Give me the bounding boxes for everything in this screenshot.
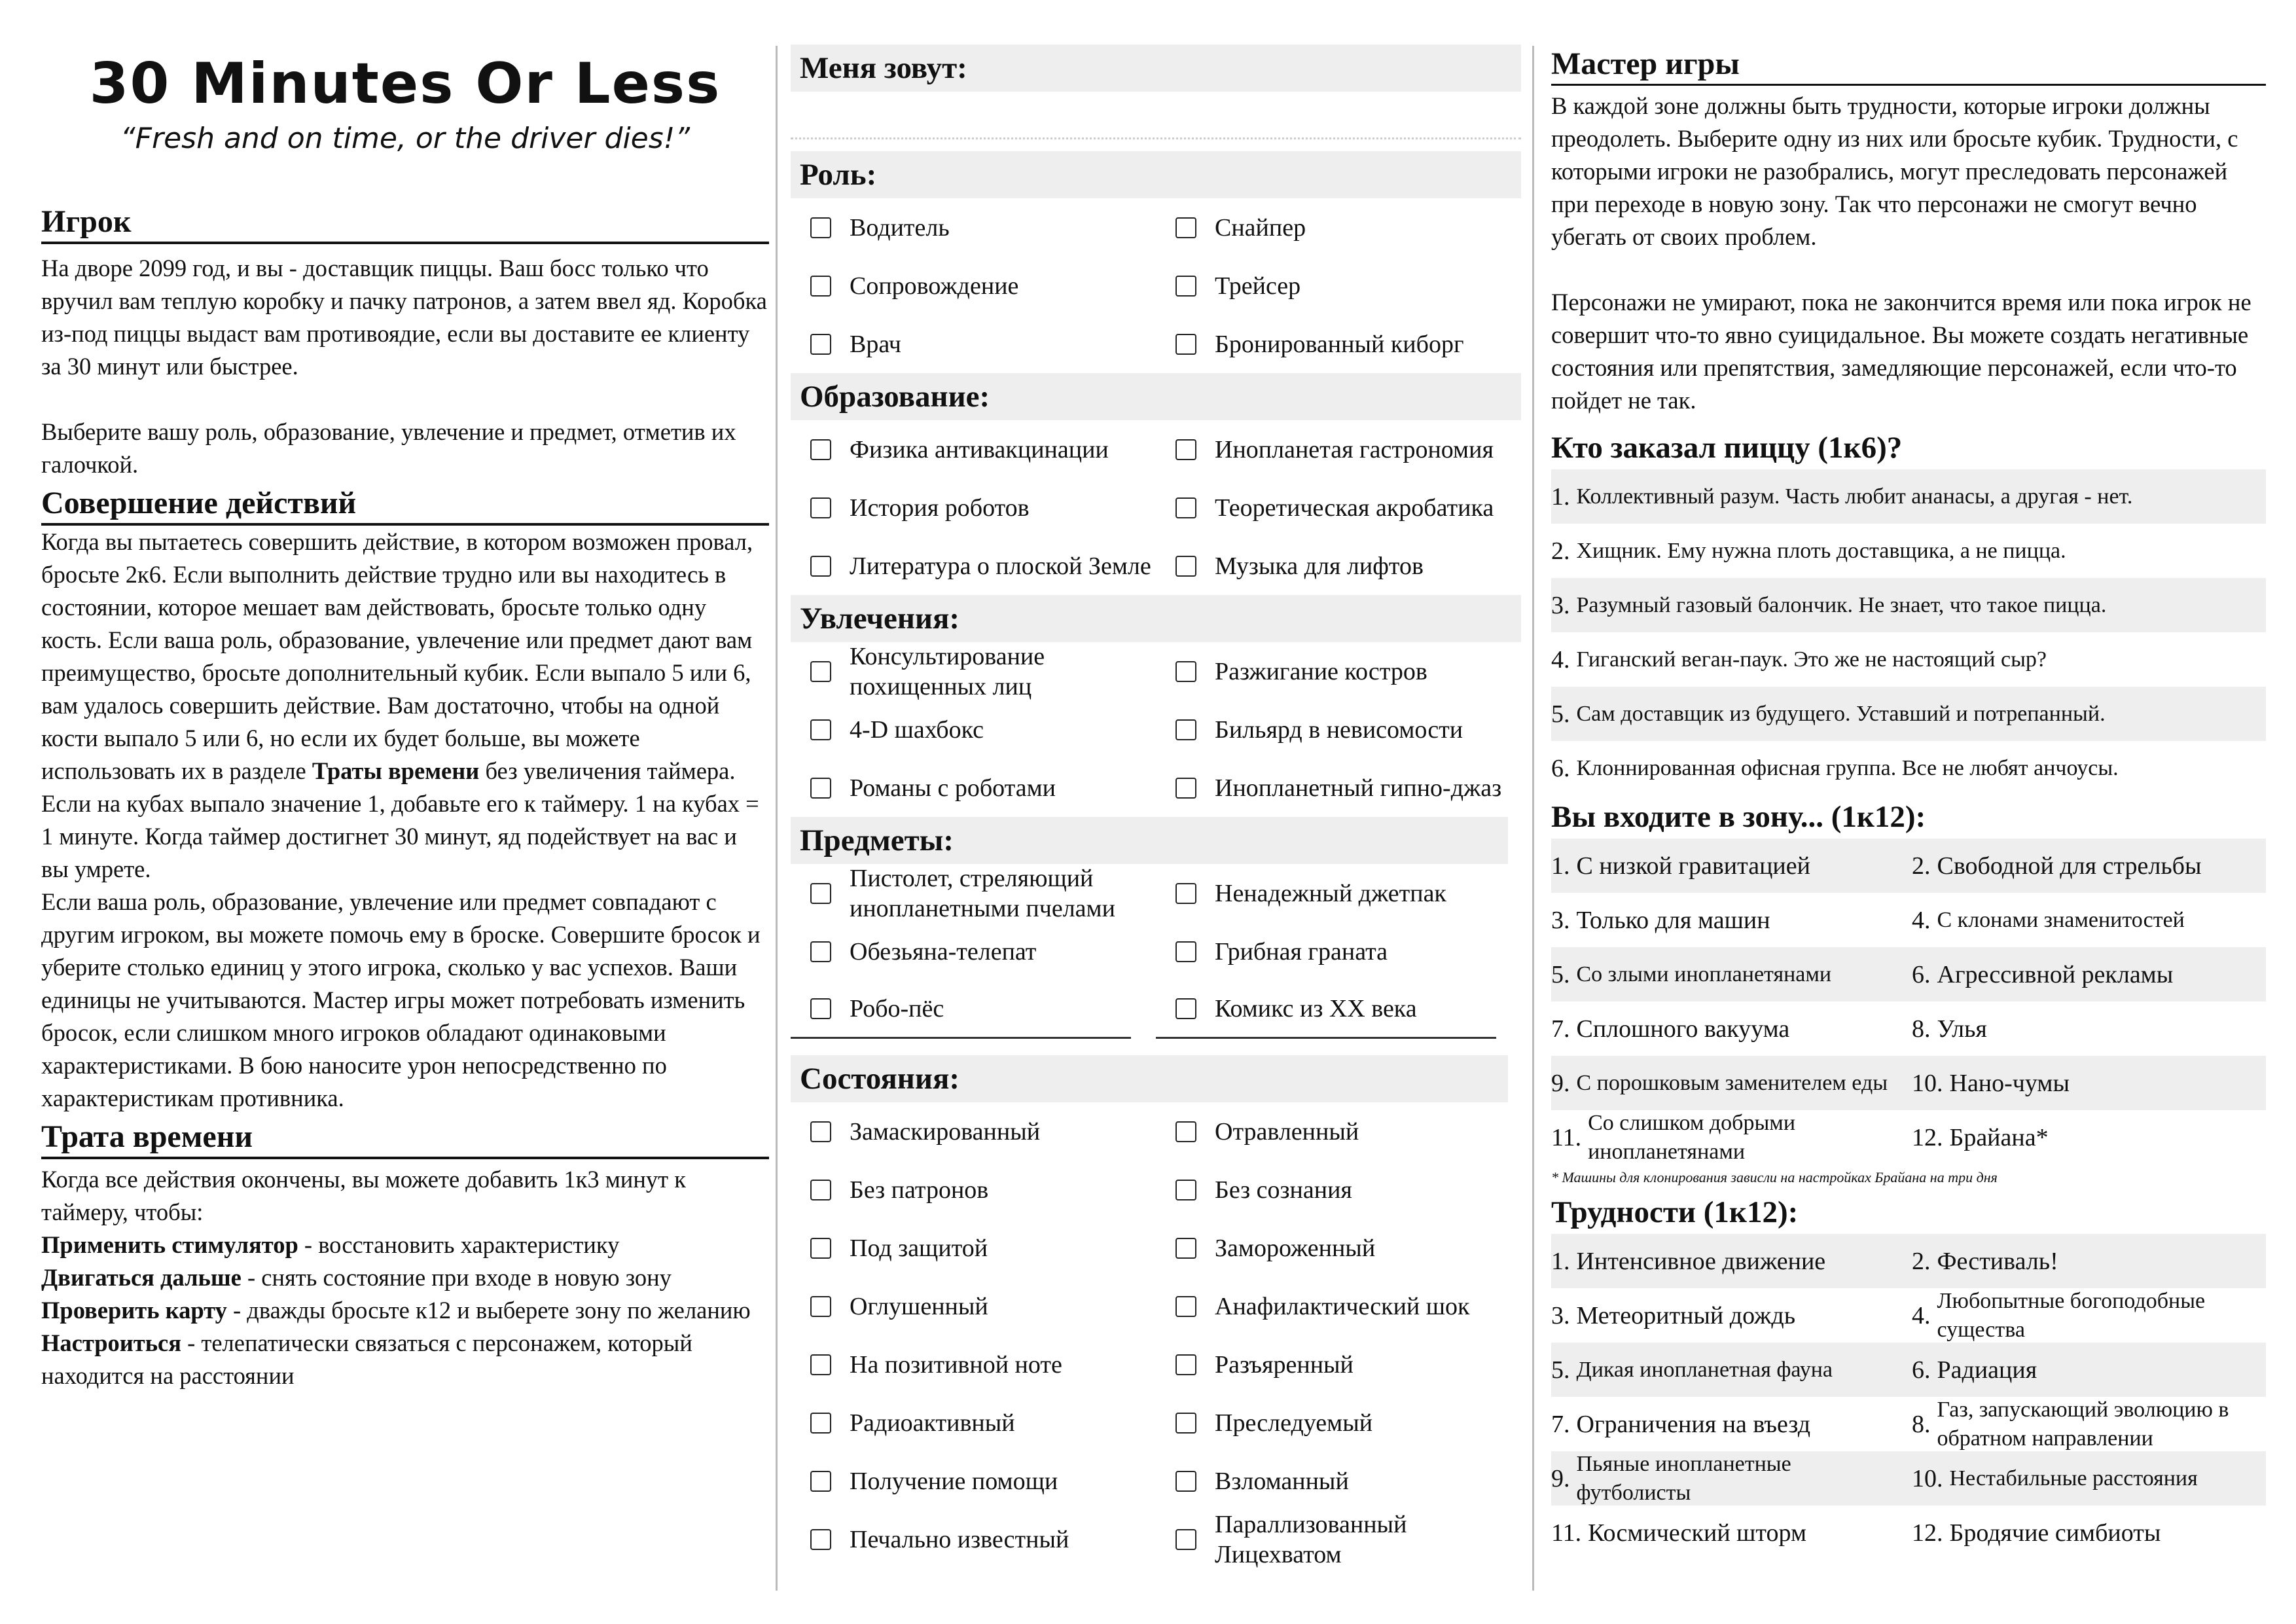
roll-result: Только для машин: [1576, 906, 1770, 934]
time-action-desc: - снять состояние при входе в новую зону: [241, 1264, 672, 1291]
checkbox-item[interactable]: [1156, 420, 1521, 478]
actions-text: Когда вы пытаетесь совершить действие, в котором возможен провал, бросьте 2к6. Если выполнить действие трудно или вы находитесь в состоянии, которое мешает вам действовать, бросьте только одну кость. Если ваша роль, образование, увлечение или предмет дают вам преимущество, бросьте дополнительный кубик. Если выпало 5 или 6, вам удалось совершить действие. Вам достаточно, чтобы на одной кости выпало 5 или 6, но если их будет больше, вы можете использовать их в разделе Траты времени без увеличения таймера. Если на кубах выпало значение 1, добавьте его к таймеру. 1 на кубах = 1 минуте. Когда таймер достигнет 30 минут, яд подействует на вас и вы умрете.: [41, 528, 759, 882]
checkbox[interactable]: [1175, 439, 1196, 460]
checkbox[interactable]: [1175, 1471, 1196, 1492]
roll-number: 2.: [1551, 537, 1570, 565]
checkbox-item[interactable]: [1156, 1394, 1521, 1452]
checkbox[interactable]: [810, 217, 831, 238]
game-title: 30 Minutes Or Less: [89, 51, 721, 117]
checkbox-item[interactable]: [791, 864, 1156, 922]
roll-result: Агрессивной рекламы: [1937, 960, 2174, 988]
table-cell: [1905, 1356, 2266, 1384]
time-action-name: Применить стимулятор: [41, 1231, 298, 1258]
checkbox-label: Бильярд в невисомости: [1215, 715, 1463, 744]
checkbox-item[interactable]: [1156, 1161, 1521, 1219]
checkbox[interactable]: [810, 998, 831, 1019]
roll-number: 2.: [1912, 1247, 1931, 1275]
roll-result: Газ, запускающий эволюцию в обратном направлении: [1937, 1397, 2229, 1451]
roll-table: [1551, 1234, 2266, 1560]
checkbox-item[interactable]: [791, 478, 1156, 537]
roll-result: Сплошного вакуума: [1576, 1015, 1790, 1043]
time-action-desc: - дважды бросьте к12 и выберете зону по желанию: [226, 1297, 751, 1324]
rules-column: [41, 0, 769, 1392]
checkbox-label: Взломанный: [1215, 1467, 1349, 1495]
checkbox-item[interactable]: [1156, 922, 1521, 981]
checkbox[interactable]: [810, 556, 831, 577]
checkbox-item[interactable]: [791, 1161, 1156, 1219]
checkbox[interactable]: [1175, 778, 1196, 799]
checkbox-label: Замороженный: [1215, 1234, 1376, 1262]
checkbox-label: Замаскированный: [850, 1117, 1041, 1146]
roll-number: 4.: [1912, 1301, 1931, 1329]
roll-number: 10.: [1912, 1069, 1943, 1097]
table-row: [1551, 632, 2266, 687]
roll-result: Метеоритный дождь: [1576, 1301, 1796, 1329]
table-cell: [1905, 1247, 2266, 1276]
checkbox-label: Без сознания: [1215, 1176, 1352, 1204]
roll-number: 5.: [1551, 1356, 1570, 1384]
roll-result: Радиация: [1937, 1356, 2037, 1384]
checkbox[interactable]: [810, 1238, 831, 1259]
checkbox-label: Литература о плоской Земле: [850, 552, 1151, 580]
table-row: [1551, 1451, 2266, 1506]
actions-heading: Совершение действий: [41, 484, 769, 526]
checkbox[interactable]: [810, 497, 831, 518]
roll-result: Разумный газовый балончик. Не знает, что такое пицца.: [1576, 592, 2107, 617]
section-header: Предметы:: [791, 817, 1508, 864]
checkbox-label: Получение помощи: [850, 1467, 1058, 1495]
table-cell: [1551, 1301, 1905, 1330]
checkbox-item[interactable]: [1156, 981, 1496, 1039]
table-cell: [1551, 1356, 1905, 1384]
game-tagline: “Fresh and on time, or the driver dies!”: [120, 122, 691, 155]
table-cell: [1905, 1015, 2266, 1043]
player-intro: На дворе 2099 год, и вы - доставщик пиццы. Ваш босс только что вручил вам теплую коробку и пачку патронов, а затем ввел яд. Коробка из-под пиццы выдаст вам противоядие, если вы доставите ее клиенту за 30 минут или быстрее.: [41, 255, 767, 380]
table-cell: [1551, 1069, 1905, 1098]
gm-heading: Мастер игры: [1551, 45, 2266, 86]
table-cell: [1905, 1519, 2266, 1547]
checkbox-item[interactable]: [1156, 700, 1521, 759]
checkbox[interactable]: [1175, 1180, 1196, 1200]
checkbox-item[interactable]: [1156, 1277, 1521, 1335]
checkbox[interactable]: [1175, 661, 1196, 682]
checkbox-item[interactable]: [1156, 257, 1521, 315]
checkbox-label: Разжигание костров: [1215, 657, 1427, 685]
footnote: * Машины для клонирования зависли на настройках Брайана на три дня: [1551, 1169, 1998, 1185]
roll-result: Хищник. Ему нужна плоть доставщика, а не пицца.: [1576, 538, 2066, 563]
checkbox-label: Преследуемый: [1215, 1409, 1373, 1437]
checkbox-list: [791, 864, 1521, 1039]
roll-number: 6.: [1912, 1356, 1931, 1384]
checkbox-item[interactable]: [791, 1510, 1156, 1568]
roll-number: 6.: [1912, 960, 1931, 988]
checkbox[interactable]: [810, 661, 831, 682]
roll-number: 3.: [1551, 591, 1570, 619]
roll-number: 10.: [1912, 1464, 1943, 1492]
table-row: [1551, 1110, 2266, 1164]
checkbox-item[interactable]: [791, 1394, 1156, 1452]
checkbox[interactable]: [810, 276, 831, 297]
roll-number: 5.: [1551, 700, 1570, 728]
checkbox[interactable]: [1175, 1529, 1196, 1550]
table-cell: [1551, 1109, 1905, 1166]
checkbox-list: [791, 420, 1521, 595]
checkbox[interactable]: [1175, 497, 1196, 518]
roll-result: Любопытные богоподобные существа: [1937, 1288, 2206, 1342]
gm-column: [1551, 0, 2266, 1560]
table-row: [1551, 1234, 2266, 1288]
checkbox-label: Грибная граната: [1215, 937, 1388, 965]
time-action-item: [41, 1327, 769, 1392]
checkbox-item[interactable]: [791, 922, 1156, 981]
roll-number: 7.: [1551, 1410, 1570, 1438]
checkbox[interactable]: [1175, 1413, 1196, 1434]
table-cell: [1551, 1519, 1905, 1547]
checkbox-list: [791, 198, 1521, 373]
checkbox-label: Анафилактический шок: [1215, 1292, 1470, 1320]
checkbox-item[interactable]: [1156, 1335, 1521, 1394]
roll-number: 3.: [1551, 1301, 1570, 1329]
table-row: [1551, 1001, 2266, 1056]
roll-result: С клонами знаменитостей: [1937, 907, 2185, 932]
table-cell: [1551, 482, 2266, 511]
name-label: Меня зовут:: [791, 45, 1521, 92]
roll-number: 4.: [1912, 906, 1931, 934]
table-row: [1551, 947, 2266, 1001]
table-row: [1551, 1343, 2266, 1397]
player-heading: Игрок: [41, 202, 769, 244]
roll-number: 9.: [1551, 1464, 1570, 1492]
roll-result: Со слишком добрыми инопланетянами: [1588, 1110, 1796, 1164]
checkbox-label: Робо-пёс: [850, 995, 944, 1022]
checkbox-item[interactable]: [1156, 642, 1521, 700]
checkbox-label: Разъяренный: [1215, 1350, 1354, 1379]
checkbox-label: Печально известный: [850, 1525, 1069, 1553]
roll-result: Брайана*: [1949, 1123, 2049, 1151]
checkbox-label: Инопланетая гастрономия: [1215, 435, 1494, 463]
table-cell: [1551, 960, 1905, 989]
checkbox[interactable]: [810, 439, 831, 460]
table-cell: [1551, 591, 2266, 620]
roll-number: 6.: [1551, 754, 1570, 782]
roll-result: Космический шторм: [1588, 1519, 1807, 1547]
table-row: [1551, 687, 2266, 741]
roll-number: 2.: [1912, 852, 1931, 880]
roll-number: 4.: [1551, 645, 1570, 674]
checkbox-item[interactable]: [1156, 478, 1521, 537]
checkbox[interactable]: [810, 1413, 831, 1434]
table-cell: [1905, 1123, 2266, 1152]
roll-result: Бродячие симбиоты: [1949, 1519, 2161, 1547]
checkbox[interactable]: [810, 1296, 831, 1317]
checkbox-label: Романы с роботами: [850, 774, 1056, 802]
checkbox[interactable]: [1175, 556, 1196, 577]
roll-result: С порошковым заменителем еды: [1576, 1070, 1888, 1095]
table-cell: [1551, 1015, 1905, 1043]
checkbox[interactable]: [1175, 217, 1196, 238]
checkbox-label: Пистолет, стреляющий инопланетными пчелами: [850, 864, 1115, 922]
checkbox-label: Радиоактивный: [850, 1409, 1015, 1437]
roll-number: 5.: [1551, 960, 1570, 988]
checkbox-label: Консультирование похищенных лиц: [850, 642, 1045, 700]
roll-result: Свободной для стрельбы: [1937, 852, 2202, 880]
checkbox-label: Водитель: [850, 213, 950, 242]
checkbox-label: Сопровождение: [850, 272, 1019, 300]
checkbox[interactable]: [810, 941, 831, 962]
table-row: [1551, 469, 2266, 524]
table-cell: [1551, 1247, 1905, 1276]
checkbox-item[interactable]: [1156, 1452, 1521, 1510]
checkbox[interactable]: [1175, 883, 1196, 904]
player-instructions: Выберите вашу роль, образование, увлечение и предмет, отметив их галочкой.: [41, 418, 736, 478]
roll-number: 1.: [1551, 852, 1570, 880]
checkbox-label: 4-D шахбокс: [850, 715, 984, 744]
table-row: [1551, 1288, 2266, 1343]
roll-number: 8.: [1912, 1015, 1931, 1043]
roll-number: 11.: [1551, 1123, 1582, 1151]
checkbox-label: Обезьяна-телепат: [850, 937, 1037, 965]
checkbox-label: Параллизованный Лицехватом: [1215, 1510, 1407, 1568]
checkbox-item[interactable]: [791, 759, 1156, 817]
checkbox-list: [791, 642, 1521, 817]
checkbox-label: Ненадежный джетпак: [1215, 879, 1446, 907]
checkbox[interactable]: [1175, 719, 1196, 740]
time-action-item: [41, 1229, 769, 1261]
checkbox-item[interactable]: [791, 315, 1156, 373]
table-row: [1551, 524, 2266, 578]
checkbox[interactable]: [1175, 1296, 1196, 1317]
roll-result: Коллективный разум. Часть любит ананасы, а другая - нет.: [1576, 484, 2133, 509]
roll-result: Дикая инопланетная фауна: [1576, 1357, 1833, 1382]
checkbox-item[interactable]: [791, 1335, 1156, 1394]
section-header: Увлечения:: [791, 595, 1521, 642]
roll-number: 8.: [1912, 1410, 1931, 1438]
roll-number: 12.: [1912, 1123, 1943, 1151]
time-heading: Трата времени: [41, 1117, 769, 1159]
checkbox-label: Без патронов: [850, 1176, 989, 1204]
table-heading: Вы входите в зону... (1к12):: [1551, 800, 1926, 834]
checkbox-item[interactable]: [791, 257, 1156, 315]
roll-result: Гиганский веган-паук. Это же не настоящий сыр?: [1576, 647, 2047, 672]
checkbox-item[interactable]: [791, 420, 1156, 478]
roll-table: [1551, 839, 2266, 1164]
table-row: [1551, 893, 2266, 947]
roll-result: Фестиваль!: [1937, 1247, 2058, 1275]
table-cell: [1551, 645, 2266, 674]
checkbox[interactable]: [1175, 276, 1196, 297]
table-cell: [1905, 1464, 2266, 1493]
checkbox-item[interactable]: [1156, 315, 1521, 373]
table-cell: [1551, 754, 2266, 783]
roll-result: Клоннированная офисная группа. Все не любят анчоусы.: [1576, 755, 2119, 780]
time-action-desc: - восстановить характеристику: [298, 1231, 620, 1258]
checkbox-label: Комикс из XX века: [1215, 995, 1417, 1022]
time-action-desc: - телепатически связаться с персонажем, который находится на расстоянии: [41, 1329, 692, 1389]
section-header: Образование:: [791, 373, 1521, 420]
roll-number: 9.: [1551, 1069, 1570, 1097]
roll-number: 12.: [1912, 1519, 1943, 1547]
checkbox-item[interactable]: [791, 198, 1156, 257]
table-cell: [1905, 1396, 2266, 1453]
checkbox[interactable]: [1175, 1121, 1196, 1142]
checkbox[interactable]: [810, 1529, 831, 1550]
table-cell: [1905, 960, 2266, 989]
table-row: [1551, 839, 2266, 893]
roll-result: Со злыми инопланетянами: [1576, 962, 1832, 986]
checkbox-item[interactable]: [791, 1452, 1156, 1510]
table-row: [1551, 1506, 2266, 1560]
checkbox[interactable]: [810, 719, 831, 740]
checkbox-label: Музыка для лифтов: [1215, 552, 1424, 580]
table-row: [1551, 578, 2266, 632]
table-cell: [1551, 1450, 1905, 1507]
table-cell: [1551, 537, 2266, 566]
roll-result: Пьяные инопланетные футболисты: [1576, 1451, 1791, 1505]
checkbox[interactable]: [810, 1180, 831, 1200]
checkbox-label: Снайпер: [1215, 213, 1306, 242]
checkbox-item[interactable]: [1156, 1219, 1521, 1277]
checkbox-item[interactable]: [791, 700, 1156, 759]
time-action-name: Проверить карту: [41, 1297, 227, 1324]
roll-result: Ограничения на въезд: [1576, 1410, 1811, 1438]
checkbox[interactable]: [1175, 1354, 1196, 1375]
checkbox[interactable]: [810, 778, 831, 799]
checkbox-item[interactable]: [1156, 759, 1521, 817]
checkbox[interactable]: [810, 1354, 831, 1375]
roll-result: Нано-чумы: [1949, 1069, 2070, 1097]
time-action-name: Двигаться дальше: [41, 1264, 242, 1291]
table-row: [1551, 1056, 2266, 1110]
time-action-item: [41, 1261, 769, 1294]
checkbox[interactable]: [1175, 998, 1196, 1019]
checkbox-label: Отравленный: [1215, 1117, 1359, 1146]
roll-result: Нестабильные расстояния: [1949, 1466, 2198, 1490]
actions-help-text: Если ваша роль, образование, увлечение или предмет совпадают с другим игроком, вы можете помочь ему в броске. Совершите бросок и уберите столько единиц у этого игрока, сколько у вас успехов. Ваши единицы не учитываются. Мастер игры может потребовать изменить бросок, если слишком много игроков обладают одинаковыми характеристиками. В бою наносите урон непосредственно по характеристикам противника.: [41, 888, 761, 1111]
table-cell: [1551, 700, 2266, 729]
roll-result: Интенсивное движение: [1576, 1247, 1826, 1275]
character-sheet: [791, 0, 1521, 1568]
table-row: [1551, 741, 2266, 795]
checkbox-label: Физика антивакцинации: [850, 435, 1109, 463]
table-cell: [1551, 852, 1905, 880]
checkbox[interactable]: [1175, 334, 1196, 355]
roll-result: С низкой гравитацией: [1576, 852, 1810, 880]
gm-text: В каждой зоне должны быть трудности, которые игроки должны преодолеть. Выберите одну из них или бросьте кубик. Трудности, с которыми игроки не разобрались, могут преследовать персонажей при переходе в новую зону. Так что персонажи не смогут вечно убегать от своих проблем.: [1551, 92, 2238, 250]
time-action-name: Настроиться: [41, 1329, 181, 1356]
table-cell: [1905, 1069, 2266, 1098]
checkbox-label: Бронированный киборг: [1215, 330, 1464, 358]
checkbox-label: Теоретическая акробатика: [1215, 494, 1494, 522]
table-cell: [1905, 852, 2266, 880]
table-heading: Кто заказал пиццу (1к6)?: [1551, 431, 1903, 465]
checkbox[interactable]: [1175, 1238, 1196, 1259]
checkbox[interactable]: [810, 334, 831, 355]
roll-number: 7.: [1551, 1015, 1570, 1043]
table-cell: [1551, 1410, 1905, 1439]
checkbox[interactable]: [810, 883, 831, 904]
checkbox-item[interactable]: [1156, 1510, 1521, 1568]
checkbox[interactable]: [1175, 941, 1196, 962]
checkbox-item[interactable]: [1156, 1102, 1521, 1161]
table-cell: [1905, 1287, 2266, 1344]
checkbox-label: Инопланетный гипно-джаз: [1215, 774, 1502, 802]
checkbox-list: [791, 1102, 1521, 1568]
checkbox-item[interactable]: [791, 981, 1131, 1039]
roll-result: Сам доставщик из будущего. Уставший и потрепанный.: [1576, 701, 2106, 726]
time-action-item: [41, 1294, 769, 1327]
section-header: Роль:: [791, 151, 1521, 198]
checkbox-label: На позитивной ноте: [850, 1350, 1062, 1379]
roll-result: Улья: [1937, 1015, 1987, 1043]
table-cell: [1551, 906, 1905, 935]
column-divider: [776, 46, 778, 1591]
checkbox-item[interactable]: [1156, 864, 1521, 922]
roll-number: 1.: [1551, 482, 1570, 511]
roll-number: 11.: [1551, 1519, 1582, 1547]
checkbox[interactable]: [810, 1121, 831, 1142]
gm-text-2: Персонажи не умирают, пока не закончится время или пока игрок не совершит что-то явно суицидальное. Вы можете создать негативные состояния или препятствия, замедляющие персонажей, если что-то пойдет не так.: [1551, 289, 2251, 414]
checkbox[interactable]: [810, 1471, 831, 1492]
checkbox-item[interactable]: [1156, 537, 1521, 595]
table-row: [1551, 1397, 2266, 1451]
table-heading: Трудности (1к12):: [1551, 1195, 1799, 1229]
checkbox-item[interactable]: [791, 537, 1156, 595]
table-cell: [1905, 906, 2266, 935]
roll-table: [1551, 469, 2266, 795]
time-intro: Когда все действия окончены, вы можете добавить 1к3 минут к таймеру, чтобы:: [41, 1166, 686, 1225]
checkbox-item[interactable]: [791, 1277, 1156, 1335]
checkbox-label: Трейсер: [1215, 272, 1301, 300]
checkbox-item[interactable]: [791, 642, 1156, 700]
checkbox-item[interactable]: [791, 1102, 1156, 1161]
name-field[interactable]: [791, 92, 1521, 139]
checkbox-item[interactable]: [791, 1219, 1156, 1277]
roll-number: 3.: [1551, 906, 1570, 934]
checkbox-label: Под защитой: [850, 1234, 988, 1262]
section-header: Состояния:: [791, 1055, 1508, 1102]
column-divider: [1532, 46, 1534, 1591]
checkbox-label: История роботов: [850, 494, 1030, 522]
checkbox-item[interactable]: [1156, 198, 1521, 257]
roll-number: 1.: [1551, 1247, 1570, 1275]
checkbox-label: Оглушенный: [850, 1292, 988, 1320]
checkbox-label: Врач: [850, 330, 901, 358]
